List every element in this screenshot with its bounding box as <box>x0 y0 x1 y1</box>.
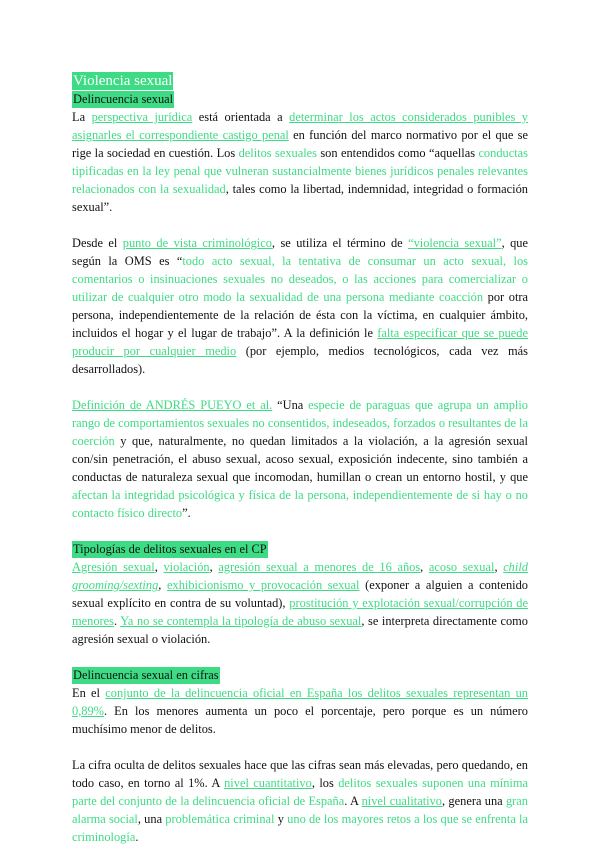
text-run: por otra persona, independientemente de la relación de ésta con la víctima, en cualquier ámbito, incluidos el hogar y el lugar de trabajo”. A la definición le <box>72 290 529 340</box>
highlighted-term: Ya no se contempla la tipología de abuso sexual <box>120 614 362 628</box>
paragraph-definicion-andres-pueyo <box>72 396 528 522</box>
text-run: La cifra oculta de delitos sexuales hace que las cifras sean más elevadas, pero quedando, en todo caso, en torno al 1%. A <box>72 758 528 790</box>
highlighted-term: problemática criminal <box>165 812 275 826</box>
text-run: (exponer a alguien a contenido sexual explícito en contra de su voluntad), <box>72 578 528 610</box>
text-run: , <box>154 560 164 574</box>
text-run: . <box>135 830 139 844</box>
highlighted-term: punto de vista criminológico <box>122 236 272 250</box>
highlighted-term: determinar los actos considerados punibles y asignarles el correspondiente castigo penal <box>72 110 529 142</box>
document-title: Violencia sexual <box>73 73 173 89</box>
highlighted-term: child grooming/sexting <box>72 560 528 592</box>
text-run: , tales como la libertad, indemnidad, integridad o formación sexual”. <box>72 182 528 214</box>
paragraph-cifras-oficiales <box>72 684 528 738</box>
highlighted-term: Definición de ANDRÉS PUEYO et al. <box>72 398 273 412</box>
highlighted-term: todo acto sexual, la tentativa de consumar un acto sexual, los comentarios o insinuaciones sexuales no deseados, o las acciones para comercializar o utilizar de cualquier otro modo la sexualidad de una persona mediante coacción <box>72 254 528 304</box>
highlighted-term: falta especificar que se puede producir por cualquier medio <box>72 326 528 358</box>
text-run: , una <box>137 812 166 826</box>
text-run: , <box>158 578 168 592</box>
text-run: . A <box>344 794 362 808</box>
highlighted-term: perspectiva jurídica <box>91 110 193 124</box>
text-run: , genera una <box>442 794 506 808</box>
highlighted-term: gran alarma social <box>72 794 529 826</box>
text-run: (por ejemplo, medios tecnológicos, cada vez más desarrollados). <box>72 344 528 376</box>
highlighted-term: agresión sexual a menores de 16 años <box>218 560 421 574</box>
highlighted-term: Agresión sexual <box>72 560 155 574</box>
text-run: son entendidos como “aquellas <box>316 146 479 160</box>
section-heading-tipologias: Tipologías de delitos sexuales en el CP <box>73 542 267 556</box>
paragraph-tipologias <box>72 558 528 648</box>
highlighted-term: conductas tipificadas en la ley penal que vulneran sustancialmente bienes jurídicos penales relevantes relacionados con la sexualidad <box>72 146 528 196</box>
text-run: , <box>420 560 429 574</box>
text-run: , los <box>311 776 339 790</box>
text-run: , que según la OMS es “ <box>72 236 528 268</box>
highlighted-term: delitos sexuales <box>238 146 317 160</box>
section-heading-cifras: Delincuencia sexual en cifras <box>73 668 219 682</box>
text-run: ”. <box>182 506 191 520</box>
text-run: “Una <box>272 398 309 412</box>
paragraph-cifra-oculta <box>72 756 528 846</box>
highlighted-term: “violencia sexual” <box>408 236 502 250</box>
highlighted-term: violación <box>163 560 210 574</box>
highlighted-term: especie de paraguas que agrupa un amplio rango de comportamientos sexuales no consentidos, indeseados, forzados o resultantes de la coerción <box>72 398 529 448</box>
highlighted-term: delitos sexuales suponen una mínima parte del conjunto de la delincuencia oficial de España <box>72 776 528 808</box>
text-run: , <box>494 560 504 574</box>
highlighted-term: nivel cuantitativo <box>224 776 312 790</box>
text-run: y que, naturalmente, no quedan limitados a la violación, a la agresión sexual con/sin penetración, el abuso sexual, acoso sexual, exposición indecente, sino también a conductas de naturaleza sexual que incomodan, humillan o crean un entorno hostil, y que <box>72 434 528 484</box>
highlighted-term: afectan la integridad psicológica y física de la persona, independientemente de si hay o no contacto físico directo <box>72 488 528 520</box>
highlighted-term: conjunto de la delincuencia oficial en España los delitos sexuales representan un 0,89% <box>72 686 528 718</box>
text-run: . En los menores aumenta un poco el porcentaje, pero porque es un número muchísimo menor de delitos. <box>72 704 528 736</box>
text-run: En el <box>72 686 106 700</box>
text-run: , <box>209 560 219 574</box>
highlighted-term: nivel cualitativo <box>361 794 442 808</box>
text-run: Desde el <box>72 236 123 250</box>
section-heading-delincuencia-sexual: Delincuencia sexual <box>73 92 174 106</box>
text-run: , se interpreta directamente como agresión sexual o violación. <box>72 614 528 646</box>
highlighted-term: acoso sexual <box>428 560 495 574</box>
highlighted-term: exhibicionismo y provocación sexual <box>167 578 360 592</box>
text-run: en función del marco normativo por el que se rige la sociedad en cuestión. Los <box>72 128 528 160</box>
text-run: está orientada a <box>192 110 290 124</box>
highlighted-term: prostitución y explotación sexual/corrupción de menores <box>72 596 528 628</box>
document-page <box>72 72 528 846</box>
text-run: La <box>72 110 92 124</box>
text-run: y <box>274 812 288 826</box>
highlighted-term: uno de los mayores retos a los que se enfrenta la criminología <box>72 812 528 844</box>
paragraph-punto-de-vista-criminologico <box>72 234 528 378</box>
text-run: . <box>113 614 121 628</box>
text-run: , se utiliza el término de <box>271 236 409 250</box>
paragraph-perspectiva-juridica <box>72 108 528 216</box>
